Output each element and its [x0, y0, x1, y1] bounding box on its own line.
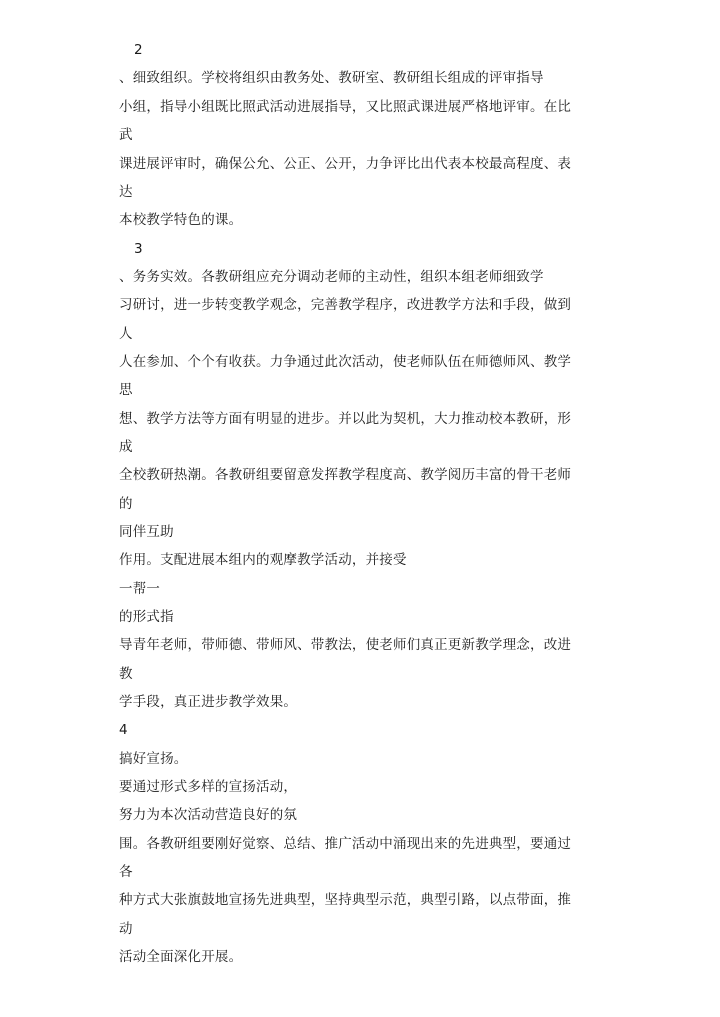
text-line: 努力为本次活动营造良好的氛: [119, 807, 298, 823]
text-line: 思: [119, 382, 133, 398]
text-line: 人: [119, 326, 133, 342]
text-line: 、细致组织。学校将组织由教务处、教研室、教研组长组成的评审指导: [119, 70, 544, 86]
section-number-4: 4: [119, 722, 128, 738]
text-line: 成: [119, 439, 133, 455]
text-line: 种方式大张旗鼓地宣扬先进典型，坚持典型示范，典型引路，以点带面，推: [119, 892, 572, 908]
text-line: 作用。支配进展本组内的观摩教学活动，并接受: [119, 552, 407, 568]
text-line: 搞好宣扬。: [119, 751, 188, 767]
text-line: 的: [119, 496, 133, 512]
text-line: 、务务实效。各教研组应充分调动老师的主动性，组织本组老师细致学: [119, 269, 544, 285]
text-line: 同伴互助: [119, 524, 174, 540]
section-number-3: 3: [134, 241, 143, 257]
text-line: 武: [119, 127, 133, 143]
text-line: 的形式指: [119, 609, 174, 625]
text-line: 本校教学特色的课。: [119, 212, 243, 228]
text-line: 动: [119, 921, 133, 937]
text-line: 课进展评审时，确保公允、公正、公开，力争评比出代表本校最高程度、表: [119, 156, 572, 172]
section-number-2: 2: [134, 42, 143, 58]
text-line: 一帮一: [119, 581, 161, 597]
text-line: 学手段，真正进步教学效果。: [119, 694, 298, 710]
text-line: 活动全面深化开展。: [119, 949, 243, 965]
text-line: 围。各教研组要刚好觉察、总结、推广活动中涌现出来的先进典型，要通过: [119, 836, 572, 852]
text-line: 教: [119, 666, 133, 682]
text-line: 想、教学方法等方面有明显的进步。并以此为契机，大力推动校本教研，形: [119, 411, 572, 427]
text-line: 导青年老师，带师德、带师风、带教法，使老师们真正更新教学理念，改进: [119, 637, 572, 653]
text-line: 人在参加、个个有收获。力争通过此次活动，使老师队伍在师德师风、教学: [119, 354, 572, 370]
text-line: 习研讨，进一步转变教学观念，完善教学程序，改进教学方法和手段，做到: [119, 297, 572, 313]
text-line: 小组，指导小组既比照武活动进展指导，又比照武课进展严格地评审。在比: [119, 99, 572, 115]
text-line: 各: [119, 864, 133, 880]
text-line: 全校教研热潮。各教研组要留意发挥教学程度高、教学阅历丰富的骨干老师: [119, 467, 572, 483]
text-line: 达: [119, 184, 133, 200]
text-line: 要通过形式多样的宣扬活动，: [119, 779, 298, 795]
